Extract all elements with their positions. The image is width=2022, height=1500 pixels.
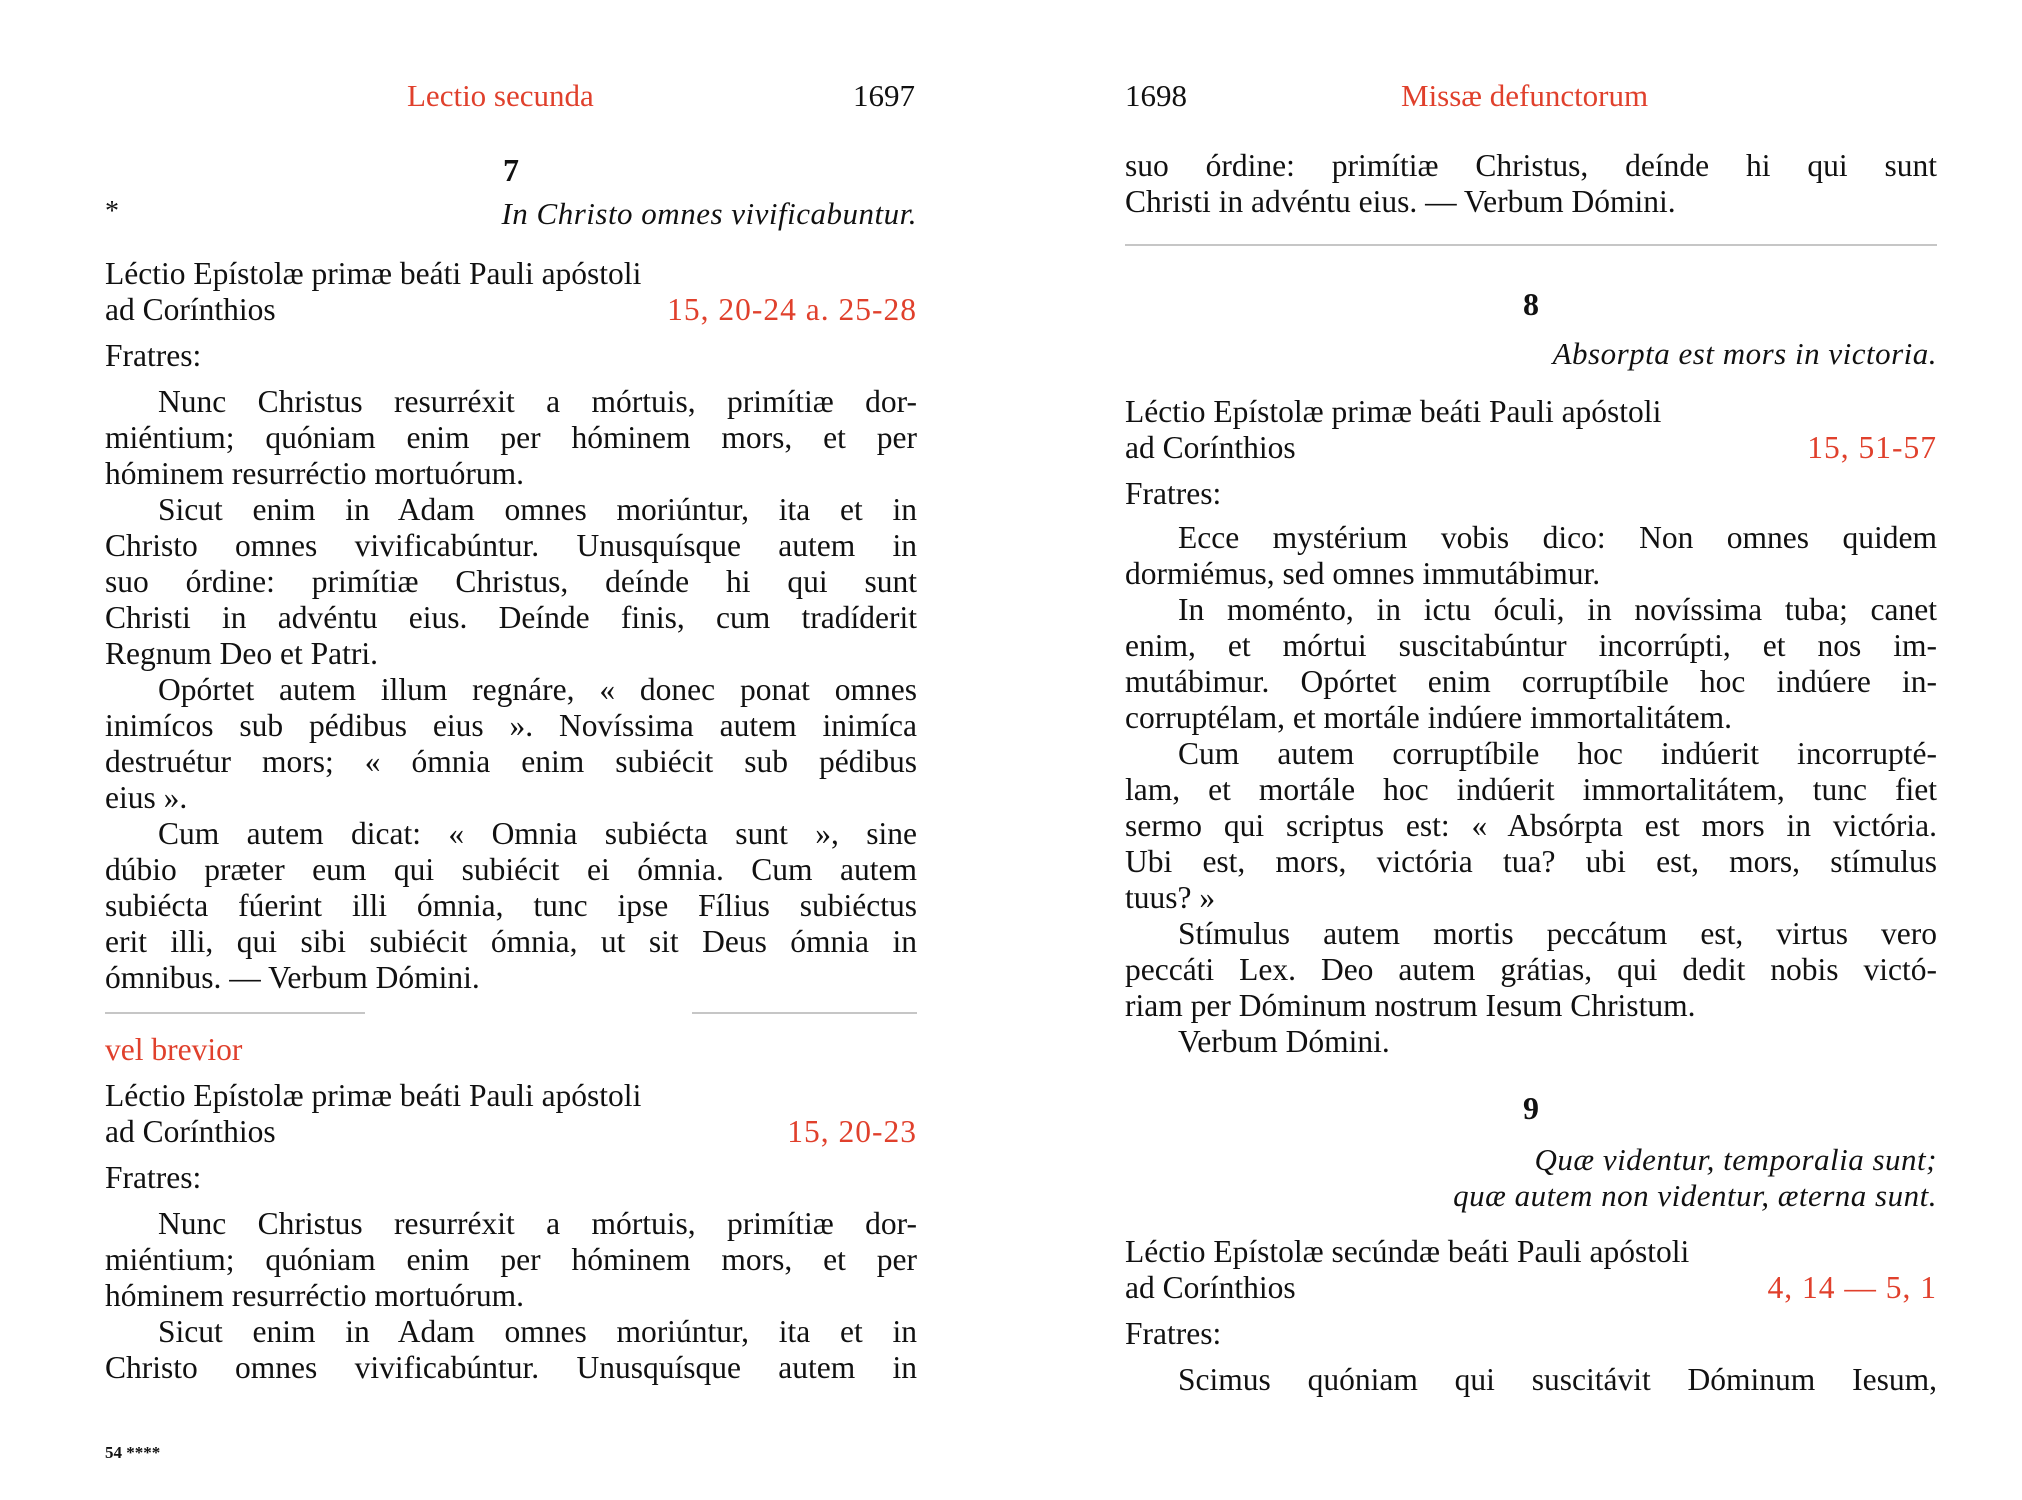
- text-line: hóminem resurréctio mortuórum.: [105, 1278, 525, 1313]
- reading-number: 8: [1523, 286, 1539, 322]
- signature-mark: 54 ****: [105, 1443, 161, 1462]
- reading-body: [1125, 520, 1937, 1060]
- title-line: Léctio Epístolæ primæ beáti Pauli apóstoli: [1125, 394, 1662, 429]
- text-line: Nunc Christus resurréxit a mórtuis, primítiæ dor-: [158, 384, 917, 419]
- text-line: destruétur mors; « ómnia enim subiécit sub pédibus: [105, 744, 917, 779]
- salutation: Fratres:: [105, 338, 202, 373]
- text-line: Verbum Dómini.: [1178, 1024, 1390, 1059]
- text-line: suo órdine: primítiæ Christus, deínde hi qui sunt: [1125, 148, 1937, 183]
- title-line: ad Corínthios: [1125, 1270, 1296, 1305]
- reading-title: [105, 1078, 917, 1150]
- text-line: tuus? »: [1125, 880, 1216, 915]
- title-line: Léctio Epístolæ primæ beáti Pauli apóstoli: [105, 1078, 642, 1113]
- text-line: Christo omnes vivificabúntur. Unusquísque autem in: [105, 528, 917, 563]
- text-line: inimícos sub pédibus eius ». Novíssima autem inimíca: [105, 708, 917, 743]
- scripture-reference: 4, 14 — 5, 1: [1767, 1270, 1937, 1305]
- text-line: Cum autem corruptíbile hoc indúerit incorrupté-: [1178, 736, 1937, 771]
- title-line: ad Corínthios: [105, 292, 276, 327]
- page-number: 1697: [853, 78, 915, 113]
- running-rubric: Lectio secunda: [407, 78, 594, 113]
- paragraph: [1125, 736, 1937, 916]
- section-divider: [1125, 244, 1937, 246]
- paragraph: [105, 816, 917, 996]
- scripture-reference: 15, 20-23: [787, 1114, 917, 1149]
- left-page: [105, 0, 917, 1500]
- text-line: mutábimur. Opórtet enim corruptíbile hoc indúere in-: [1125, 664, 1937, 699]
- reading-body: [105, 1206, 917, 1386]
- scripture-reference: 15, 20-24 a. 25-28: [667, 292, 917, 327]
- text-line: In moménto, in ictu óculi, in novíssima tuba; canet: [1178, 592, 1937, 627]
- text-line: eius ».: [105, 780, 188, 815]
- reading-body: [105, 384, 917, 996]
- paragraph: [1125, 520, 1937, 592]
- text-line: Nunc Christus resurréxit a mórtuis, primítiæ dor-: [158, 1206, 917, 1241]
- salutation: Fratres:: [1125, 476, 1222, 511]
- text-line: hóminem resurréctio mortuórum.: [105, 456, 525, 491]
- text-line: Christi in advéntu eius. Deínde finis, cum tradíderit: [105, 600, 917, 635]
- text-line: lam, et mortále hoc indúerit immortalitátem, tunc fiet: [1125, 772, 1937, 807]
- running-head-right: [1125, 78, 1937, 138]
- text-line: miéntium; quóniam enim per hóminem mors, et per: [105, 1242, 917, 1277]
- text-line: Christo omnes vivificabúntur. Unusquísque autem in: [105, 1350, 917, 1385]
- text-line: Ecce mystérium vobis dico: Non omnes quidem: [1178, 520, 1937, 555]
- running-rubric: Missæ defunctorum: [1401, 78, 1649, 113]
- paragraph: [105, 384, 917, 492]
- paragraph: [105, 672, 917, 816]
- text-line: dúbio præter eum qui subiécit ei ómnia. Cum autem: [105, 852, 917, 887]
- right-page: [1125, 0, 1937, 1500]
- reading-title: [105, 256, 917, 328]
- text-line: erit illi, qui sibi subiécit ómnia, ut sit Deus ómnia in: [105, 924, 917, 959]
- running-head-left: [105, 78, 917, 138]
- text-line: Opórtet autem illum regnáre, « donec ponat omnes: [158, 672, 917, 707]
- paragraph: [105, 492, 917, 672]
- salutation: Fratres:: [105, 1160, 202, 1195]
- text-line: ómnibus. — Verbum Dómini.: [105, 960, 480, 995]
- motto-line: quæ autem non videntur, æterna sunt.: [1453, 1178, 1937, 1213]
- text-line: riam per Dóminum nostrum Iesum Christum.: [1125, 988, 1696, 1023]
- text-line: miéntium; quóniam enim per hóminem mors, et per: [105, 420, 917, 455]
- title-line: Léctio Epístolæ primæ beáti Pauli apóstoli: [105, 256, 642, 291]
- reading-title: [1125, 1234, 1937, 1306]
- text-line: dormiémus, sed omnes immutábimur.: [1125, 556, 1601, 591]
- text-line: Christi in advéntu eius. — Verbum Dómini.: [1125, 184, 1676, 219]
- reading-body: [1125, 1362, 1937, 1398]
- text-line: sermo qui scriptus est: « Absórpta est mors in victória.: [1125, 808, 1937, 843]
- text-line: suo órdine: primítiæ Christus, deínde hi qui sunt: [105, 564, 917, 599]
- title-line: ad Corínthios: [105, 1114, 276, 1149]
- paragraph: [1125, 592, 1937, 736]
- text-line: Sicut enim in Adam omnes moriúntur, ita et in: [158, 492, 917, 527]
- text-line: Stímulus autem mortis peccátum est, virtus vero: [1178, 916, 1937, 951]
- continued-text: [1125, 148, 1937, 220]
- paragraph: [1125, 916, 1937, 1024]
- text-line: enim, et mórtui suscitabúntur incorrúpti, et nos im-: [1125, 628, 1937, 663]
- reading-number: 7: [503, 152, 519, 188]
- reading-number: 9: [1523, 1090, 1539, 1126]
- motto-row: [105, 196, 917, 232]
- text-line: Scimus quóniam qui suscitávit Dóminum Iesum,: [1178, 1362, 1937, 1397]
- paragraph: [105, 1314, 917, 1386]
- scripture-reference: 15, 51-57: [1807, 430, 1937, 465]
- title-line: ad Corínthios: [1125, 430, 1296, 465]
- text-line: corruptélam, et mortále indúere immortalitátem.: [1125, 700, 1733, 735]
- title-line: Léctio Epístolæ secúndæ beáti Pauli apóstoli: [1125, 1234, 1690, 1269]
- brevior-label: vel brevior: [105, 1032, 243, 1067]
- text-line: Sicut enim in Adam omnes moriúntur, ita et in: [158, 1314, 917, 1349]
- text-line: Ubi est, mors, victória tua? ubi est, mors, stímulus: [1125, 844, 1937, 879]
- section-divider: [105, 1012, 917, 1014]
- text-line: subiécta fúerint illi ómnia, tunc ipse Fílius subiéctus: [105, 888, 917, 923]
- paragraph: [1125, 1024, 1937, 1060]
- motto-line: Quæ videntur, temporalia sunt;: [1534, 1142, 1937, 1177]
- salutation: Fratres:: [1125, 1316, 1222, 1351]
- motto: In Christo omnes vivificabuntur.: [501, 196, 917, 231]
- text-line: Regnum Deo et Patri.: [105, 636, 378, 671]
- text-line: peccáti Lex. Deo autem grátias, qui dedit nobis victó-: [1125, 952, 1937, 987]
- text-line: Cum autem dicat: « Omnia subiécta sunt », sine: [158, 816, 917, 851]
- motto: Absorpta est mors in victoria.: [1552, 336, 1937, 371]
- motto: [1125, 1142, 1937, 1214]
- paragraph: [105, 1206, 917, 1314]
- page-number: 1698: [1125, 78, 1187, 113]
- asterisk-marker: *: [105, 196, 119, 227]
- reading-title: [1125, 394, 1937, 466]
